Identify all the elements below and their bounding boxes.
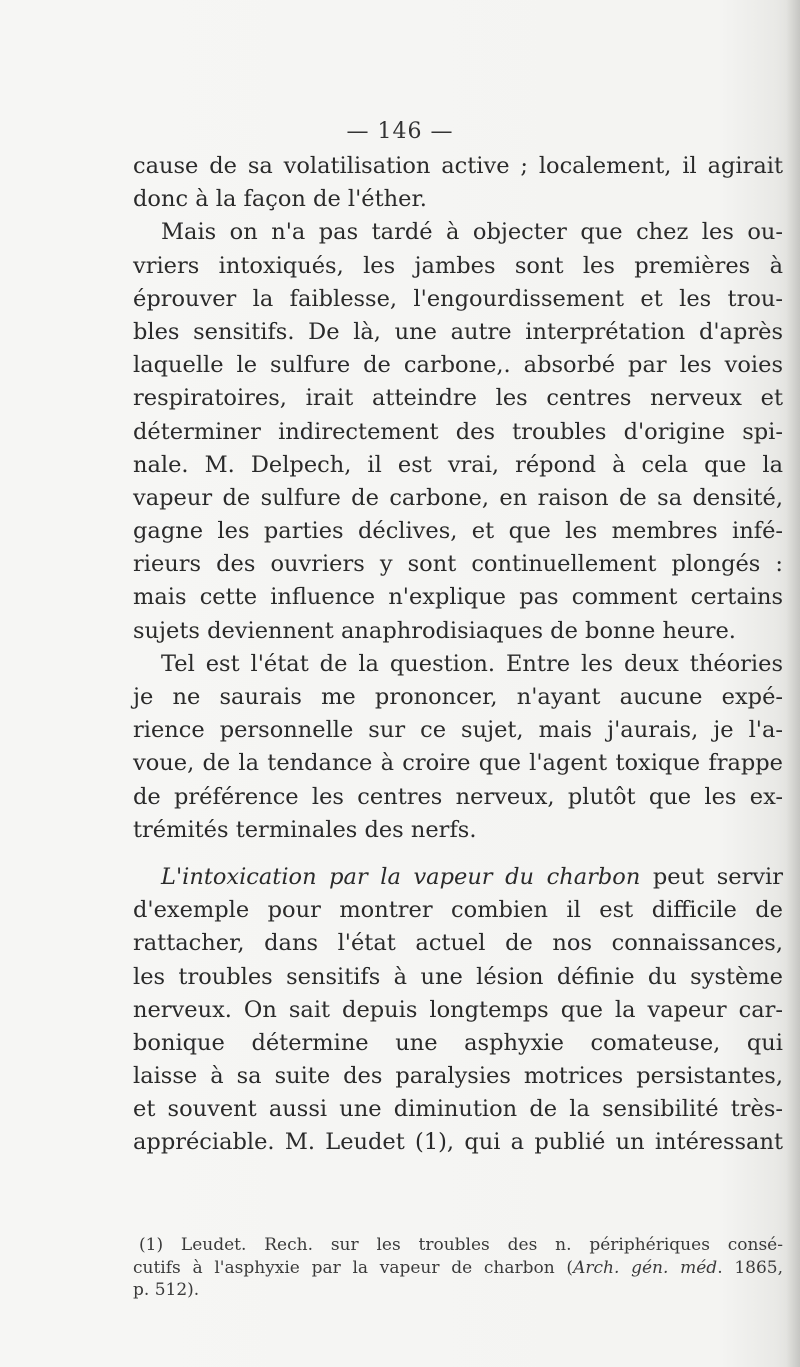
text-line: je ne saurais me prononcer, n'ayant aucune expé- (133, 684, 783, 710)
text-line: voue, de la tendance à croire que l'agent toxique frappe (133, 750, 783, 777)
text-line: nale. M. Delpech, il est vrai, répond à cela que la (133, 451, 783, 478)
text-line: sujets deviennent anaphrodisiaques de bonne heure. (133, 617, 736, 644)
footnote-line (133, 1257, 783, 1280)
italic-title: L'intoxication par la vapeur du charbon (161, 863, 641, 890)
text-line: vriers intoxiqués, les jambes sont les premières à (133, 252, 783, 279)
footnote-line: p. 512). (133, 1280, 200, 1300)
text-line: appréciable. M. Leudet (1), qui a publié un intéressant (133, 1129, 783, 1156)
body-text (133, 150, 783, 1160)
text-line: déterminer indirectement des troubles d'origine spi- (133, 418, 783, 445)
footnote-fragment: cutifs à l'asphyxie par la vapeur de charbon ( (133, 1257, 574, 1278)
text-line: laisse à sa suite des paralysies motrices persistantes, (133, 1063, 783, 1090)
text-line: vapeur de sulfure de carbone, en raison de sa densité, (133, 484, 783, 511)
text-line: trémités terminales des nerfs. (133, 816, 477, 843)
text-line: éprouver la faiblesse, l'engourdissement et les trou- (133, 285, 783, 312)
text-line: cause de sa volatilisation active ; localement, il agirait (133, 153, 783, 179)
footnote-line: (1) Leudet. Rech. sur les troubles des n. périphériques consé- (139, 1235, 783, 1255)
text-line: Tel est l'état de la question. Entre les deux théories (161, 650, 783, 677)
text-line: Mais on n'a pas tardé à objecter que chez les ou- (161, 219, 783, 246)
text-line: rattacher, dans l'état actuel de nos connaissances, (133, 930, 783, 957)
text-line (133, 861, 783, 894)
text-line: et souvent aussi une diminution de la sensibilité très- (133, 1096, 783, 1123)
text-line: bonique détermine une asphyxie comateuse, qui (133, 1029, 783, 1056)
text-line: nerveux. On sait depuis longtemps que la vapeur car- (133, 996, 783, 1023)
paragraph-gap (133, 847, 783, 861)
text-line: gagne les parties déclives, et que les membres infé- (133, 518, 783, 545)
text-line: respiratoires, irait atteindre les centres nerveux et (133, 385, 783, 412)
text-line: donc à la façon de l'éther. (133, 186, 427, 213)
text-line: rieurs des ouvriers y sont continuellement plongés : (133, 551, 783, 578)
text-line: d'exemple pour montrer combien il est difficile de (133, 897, 783, 924)
text-line: de préférence les centres nerveux, plutôt que les ex- (133, 783, 783, 810)
text-fragment: peut servir (640, 863, 783, 890)
footnote-italic-source: Arch. gén. méd (573, 1257, 718, 1278)
text-line: rience personnelle sur ce sujet, mais j'aurais, je l'a- (133, 717, 783, 744)
text-line: bles sensitifs. De là, une autre interprétation d'après (133, 318, 783, 345)
text-line: laquelle le sulfure de carbone,. absorbé par les voies (133, 352, 783, 379)
page-number: — 146 — (346, 119, 454, 144)
text-line: mais cette influence n'explique pas comment certains (133, 584, 783, 611)
footnote-fragment: . 1865, (717, 1257, 783, 1278)
text-line: les troubles sensitifs à une lésion définie du système (133, 963, 783, 990)
footnote (133, 1234, 783, 1302)
page-edge-shadow (786, 0, 800, 1367)
